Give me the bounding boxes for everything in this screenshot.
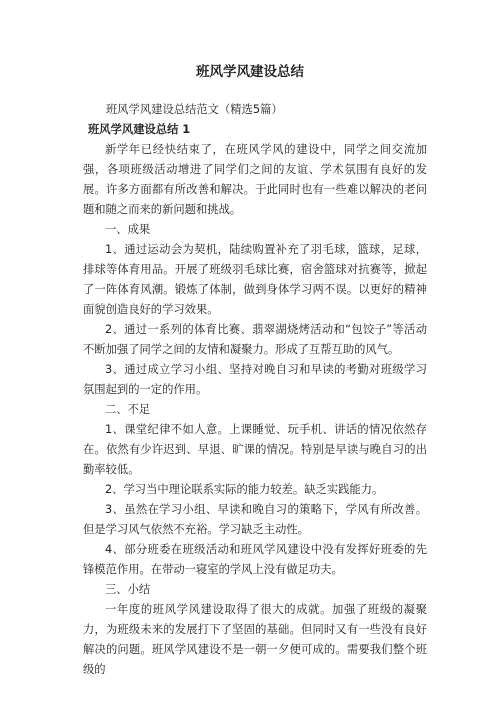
heading-achievements: 一、成果 bbox=[105, 223, 151, 236]
paragraph-summary: 一年度的班风学风建设取得了很大的成就。加强了班级的凝聚力，为班级未来的发展打下了坚固的基础。但同时又有一些没有良好解决的问题。班风学风建设不是一朝一夕便可成的。需要我们整个班级的 bbox=[83, 603, 427, 676]
paragraph-achievement-2: 2、通过一系列的体育比赛、翡翠湖烧烤活动和“包饺子”等活动不断加强了同学之间的友情和凝聚力。形成了互帮互助的风气。 bbox=[83, 323, 427, 356]
paragraph-achievement-1: 1、通过运动会为契机，陆续购置补充了羽毛球，篮球，足球，排球等体育用品。开展了班级羽毛球比赛，宿舍篮球对抗赛等，掀起了一阵体育风潮。锻炼了体制，做到身体学习两不误。以更好的精神面貌创造良好的学习效果。 bbox=[83, 243, 427, 316]
paragraph-shortcoming-2: 2、学习当中理论联系实际的能力较差。缺乏实践能力。 bbox=[105, 483, 384, 496]
paragraph-shortcoming-4: 4、部分班委在班级活动和班风学风建设中没有发挥好班委的先锋模范作用。在带动一寝室的学风上没有做足功夫。 bbox=[83, 543, 427, 576]
document-subtitle: 班风学风建设总结范文（精选5篇） bbox=[106, 103, 283, 116]
paragraph-shortcoming-3: 3、虽然在学习小组、早读和晚自习的策略下，学风有所改善。但是学习风气依然不充裕。学习缺乏主动性。 bbox=[83, 503, 427, 536]
paragraph-intro: 新学年已经快结束了，在班风学风的建设中，同学之间交流加强，各项班级活动增进了同学们之间的友谊、学术氛围有良好的发展。许多方面都有所改善和解决。于此同时也有一些难以解决的老问题和随之而来的新问题和挑战。 bbox=[83, 143, 427, 216]
paragraph-achievement-3: 3、通过成立学习小组、坚持对晚自习和早读的考勤对班级学习氛围起到的一定的作用。 bbox=[83, 363, 427, 396]
document-title: 班风学风建设总结 bbox=[196, 64, 304, 80]
section-heading: 班风学风建设总结 1 bbox=[88, 123, 191, 136]
heading-summary: 三、小结 bbox=[105, 583, 151, 596]
paragraph-shortcoming-1: 1、课堂纪律不如人意。上课睡觉、玩手机、讲话的情况依然存在。依然有少许迟到、早退、旷课的情况。特别是早读与晚自习的出勤率较低。 bbox=[83, 423, 427, 476]
heading-shortcomings: 二、不足 bbox=[105, 403, 151, 416]
